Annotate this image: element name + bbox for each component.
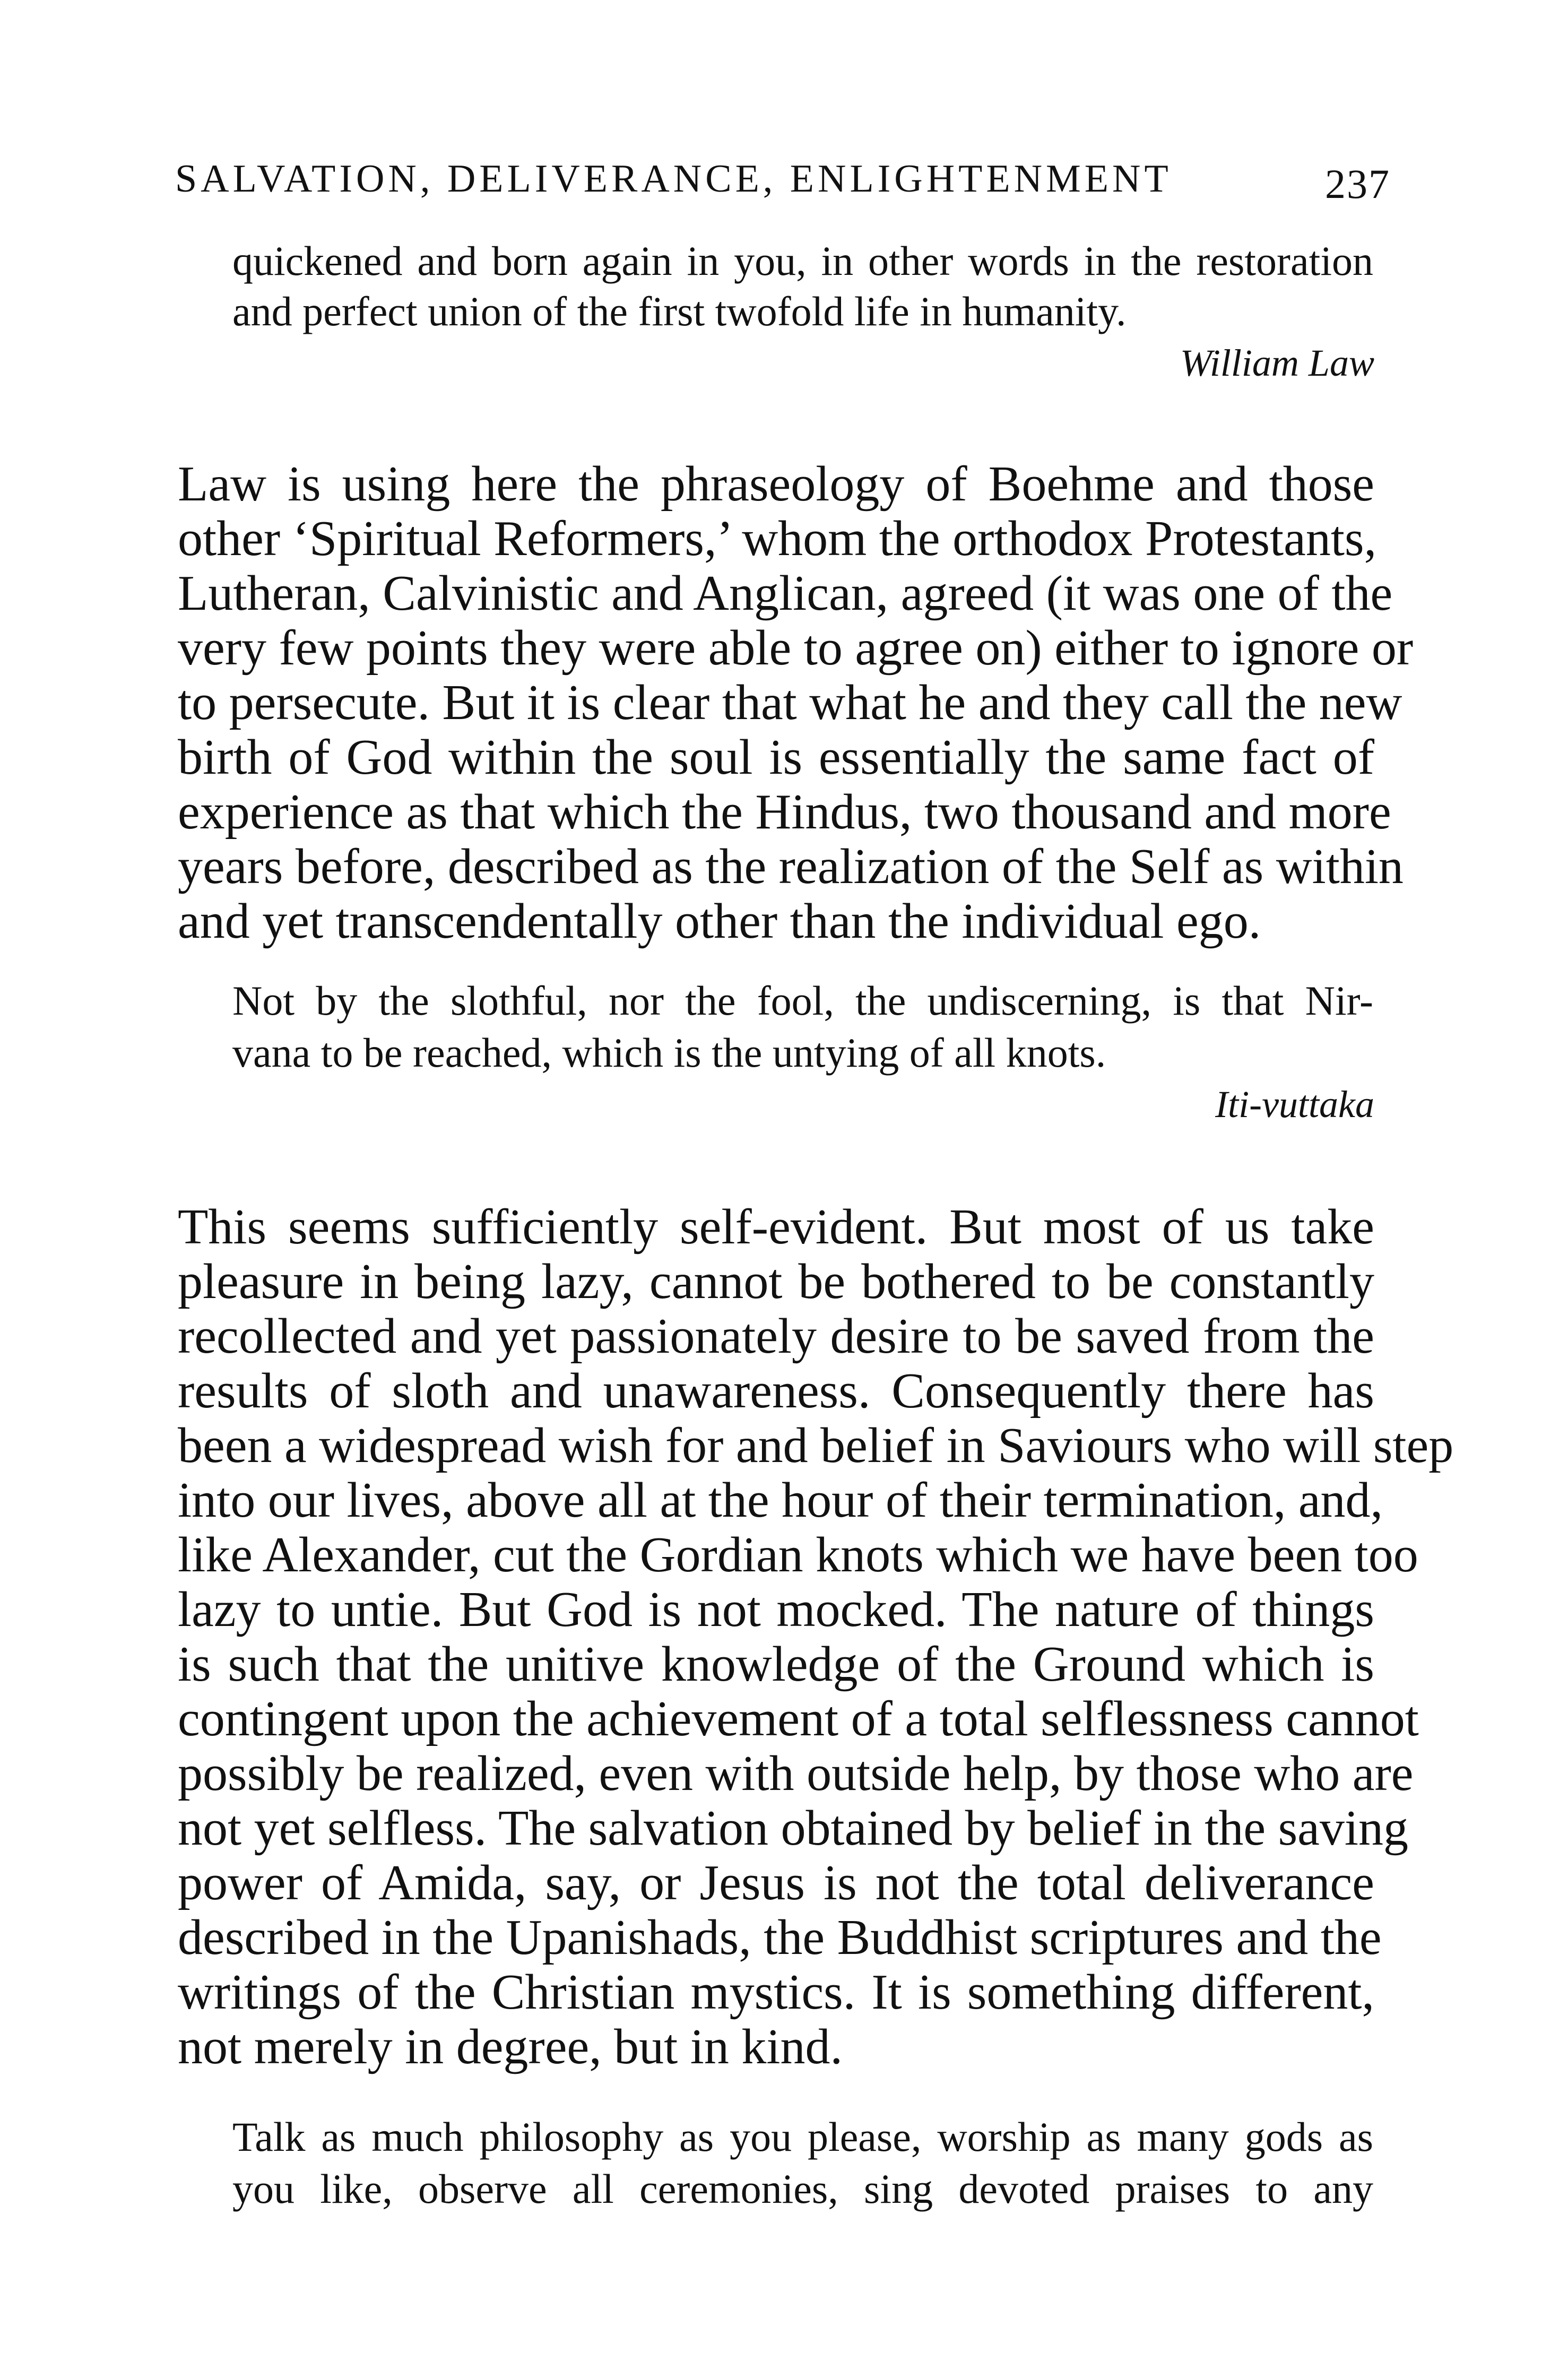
- quote-line: you like, observe all ceremonies, sing devoted praises to any: [232, 2166, 1373, 2212]
- paragraph-line: not yet selfless. The salvation obtained by belief in the saving: [178, 1801, 1409, 1856]
- paragraph-line: birth of God within the soul is essentially the same fact of: [178, 730, 1374, 785]
- paragraph-line: very few points they were able to agree on) either to ignore or: [178, 620, 1414, 676]
- paragraph-line: experience as that which the Hindus, two thousand and more: [178, 784, 1391, 840]
- paragraph-line: results of sloth and unawareness. Consequently there has: [178, 1363, 1374, 1418]
- running-head: [175, 157, 1390, 207]
- paragraph-line: years before, described as the realization of the Self as within: [178, 839, 1404, 894]
- paragraph-line: other ‘Spiritual Reformers,’ whom the orthodox Protestants,: [178, 511, 1377, 566]
- paragraph-line: to persecute. But it is clear that what he and they call the new: [178, 675, 1402, 730]
- page-number: 237: [1325, 161, 1390, 207]
- paragraph-line: been a widespread wish for and belief in Saviours who will step: [178, 1418, 1454, 1473]
- paragraph-line: lazy to untie. But God is not mocked. The nature of things: [178, 1582, 1374, 1637]
- paragraph-line: This seems sufficiently self-evident. But most of us take: [178, 1199, 1374, 1255]
- paragraph-line: is such that the unitive knowledge of the Ground which is: [178, 1637, 1374, 1692]
- paragraph-line: possibly be realized, even with outside help, by those who are: [178, 1746, 1414, 1801]
- quote-line: Talk as much philosophy as you please, worship as many gods as: [232, 2114, 1373, 2160]
- paragraph-line: recollected and yet passionately desire to be saved from the: [178, 1309, 1374, 1364]
- paragraph-line: described in the Upanishads, the Buddhist scriptures and the: [178, 1910, 1382, 1965]
- paragraph-line: contingent upon the achievement of a total selflessness cannot: [178, 1691, 1419, 1746]
- quote-attribution: William Law: [1180, 342, 1374, 384]
- chapter-title: SALVATION, DELIVERANCE, ENLIGHTENMENT: [175, 157, 1172, 201]
- quote-attribution: Iti-vuttaka: [1215, 1083, 1374, 1126]
- paragraph-line: and yet transcendentally other than the individual ego.: [178, 894, 1261, 949]
- paragraph-line: power of Amida, say, or Jesus is not the total deliverance: [178, 1855, 1374, 1910]
- paragraph-line: Lutheran, Calvinistic and Anglican, agreed (it was one of the: [178, 566, 1393, 621]
- quote-line: vana to be reached, which is the untying of all knots.: [232, 1030, 1106, 1076]
- quote-line: Not by the slothful, nor the fool, the undiscerning, is that Nir-: [232, 978, 1373, 1024]
- paragraph-line: into our lives, above all at the hour of their termination, and,: [178, 1473, 1383, 1528]
- paragraph-line: not merely in degree, but in kind.: [178, 2019, 843, 2074]
- paragraph-line: Law is using here the phraseology of Boehme and those: [178, 456, 1374, 512]
- paragraph-line: pleasure in being lazy, cannot be bothered to be constantly: [178, 1254, 1374, 1309]
- quote-line: and perfect union of the first twofold life in humanity.: [232, 288, 1127, 334]
- quote-line: quickened and born again in you, in other words in the restoration: [232, 238, 1373, 284]
- paragraph-line: writings of the Christian mystics. It is something different,: [178, 1965, 1374, 2020]
- paragraph-line: like Alexander, cut the Gordian knots which we have been too: [178, 1527, 1418, 1582]
